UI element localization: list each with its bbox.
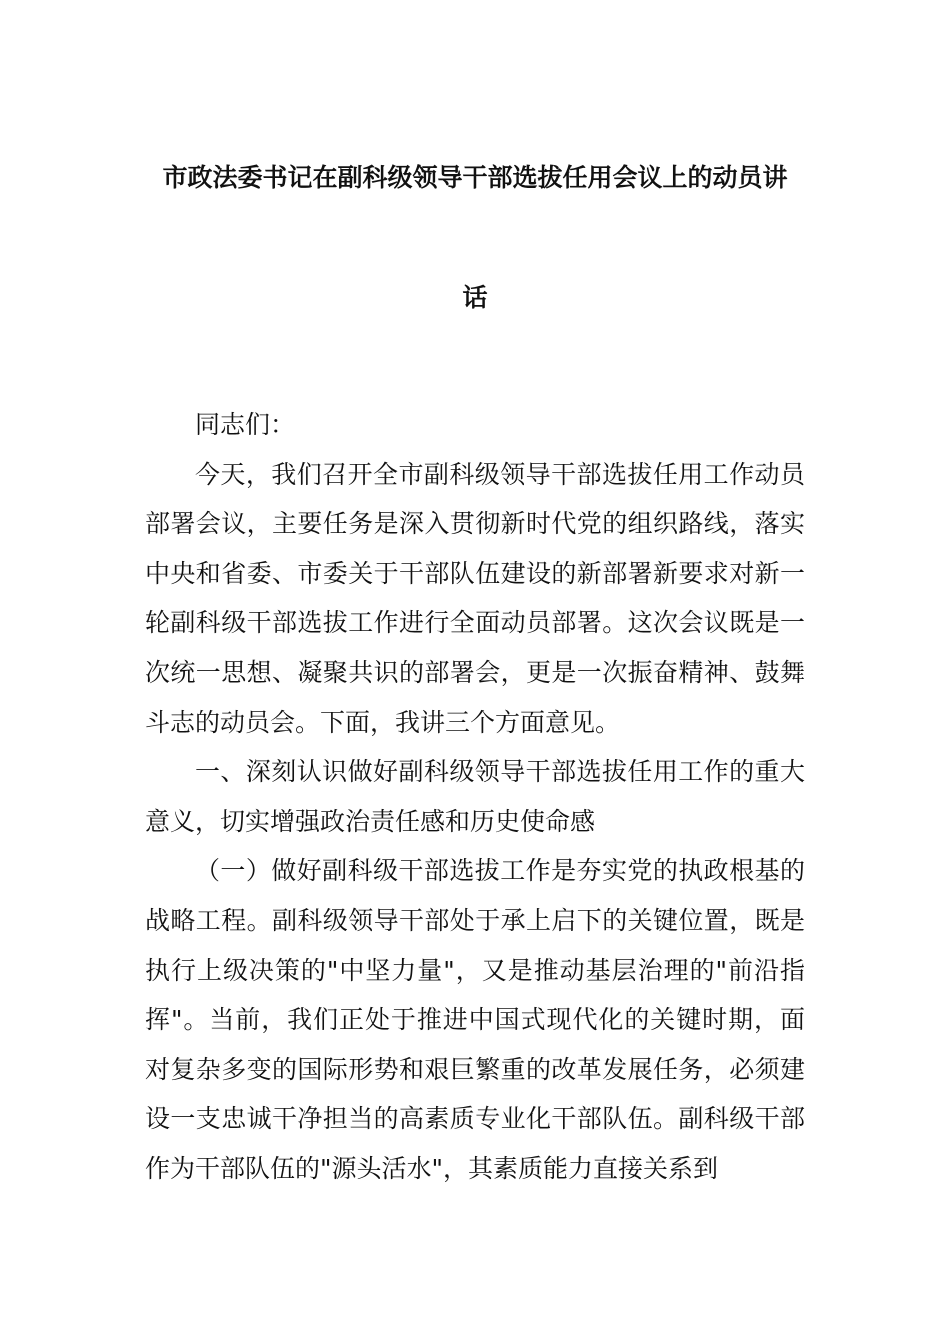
section-heading-1: 一、深刻认识做好副科级领导干部选拔任用工作的重大意义，切实增强政治责任感和历史使命感	[145, 757, 805, 836]
salutation-paragraph: 同志们：	[195, 410, 296, 439]
document-title-line-1: 市政法委书记在副科级领导干部选拔任用会议上的动员讲	[162, 163, 788, 192]
intro-paragraph: 今天，我们召开全市副科级领导干部选拔任用工作动员部署会议，主要任务是深入贯彻新时代党的组织路线，落实中央和省委、市委关于干部队伍建设的新部署新要求对新一轮副科级干部选拔工作进行全面动员部署。这次会议既是一次统一思想、凝聚共识的部署会，更是一次振奋精神、鼓舞斗志的动员会。下面，我讲三个方面意见。	[145, 459, 805, 737]
document-title-line-2: 话	[462, 283, 488, 312]
document-body	[145, 400, 805, 1194]
subsection-paragraph-1: （一）做好副科级干部选拔工作是夯实党的执政根基的战略工程。副科级领导干部处于承上启下的关键位置，既是执行上级决策的"中坚力量"，又是推动基层治理的"前沿指挥"。当前，我们正处于推进中国式现代化的关键时期，面对复杂多变的国际形势和艰巨繁重的改革发展任务，必须建设一支忠诚干净担当的高素质专业化干部队伍。副科级干部作为干部队伍的"源头活水"，其素质能力直接关系到	[145, 856, 805, 1183]
